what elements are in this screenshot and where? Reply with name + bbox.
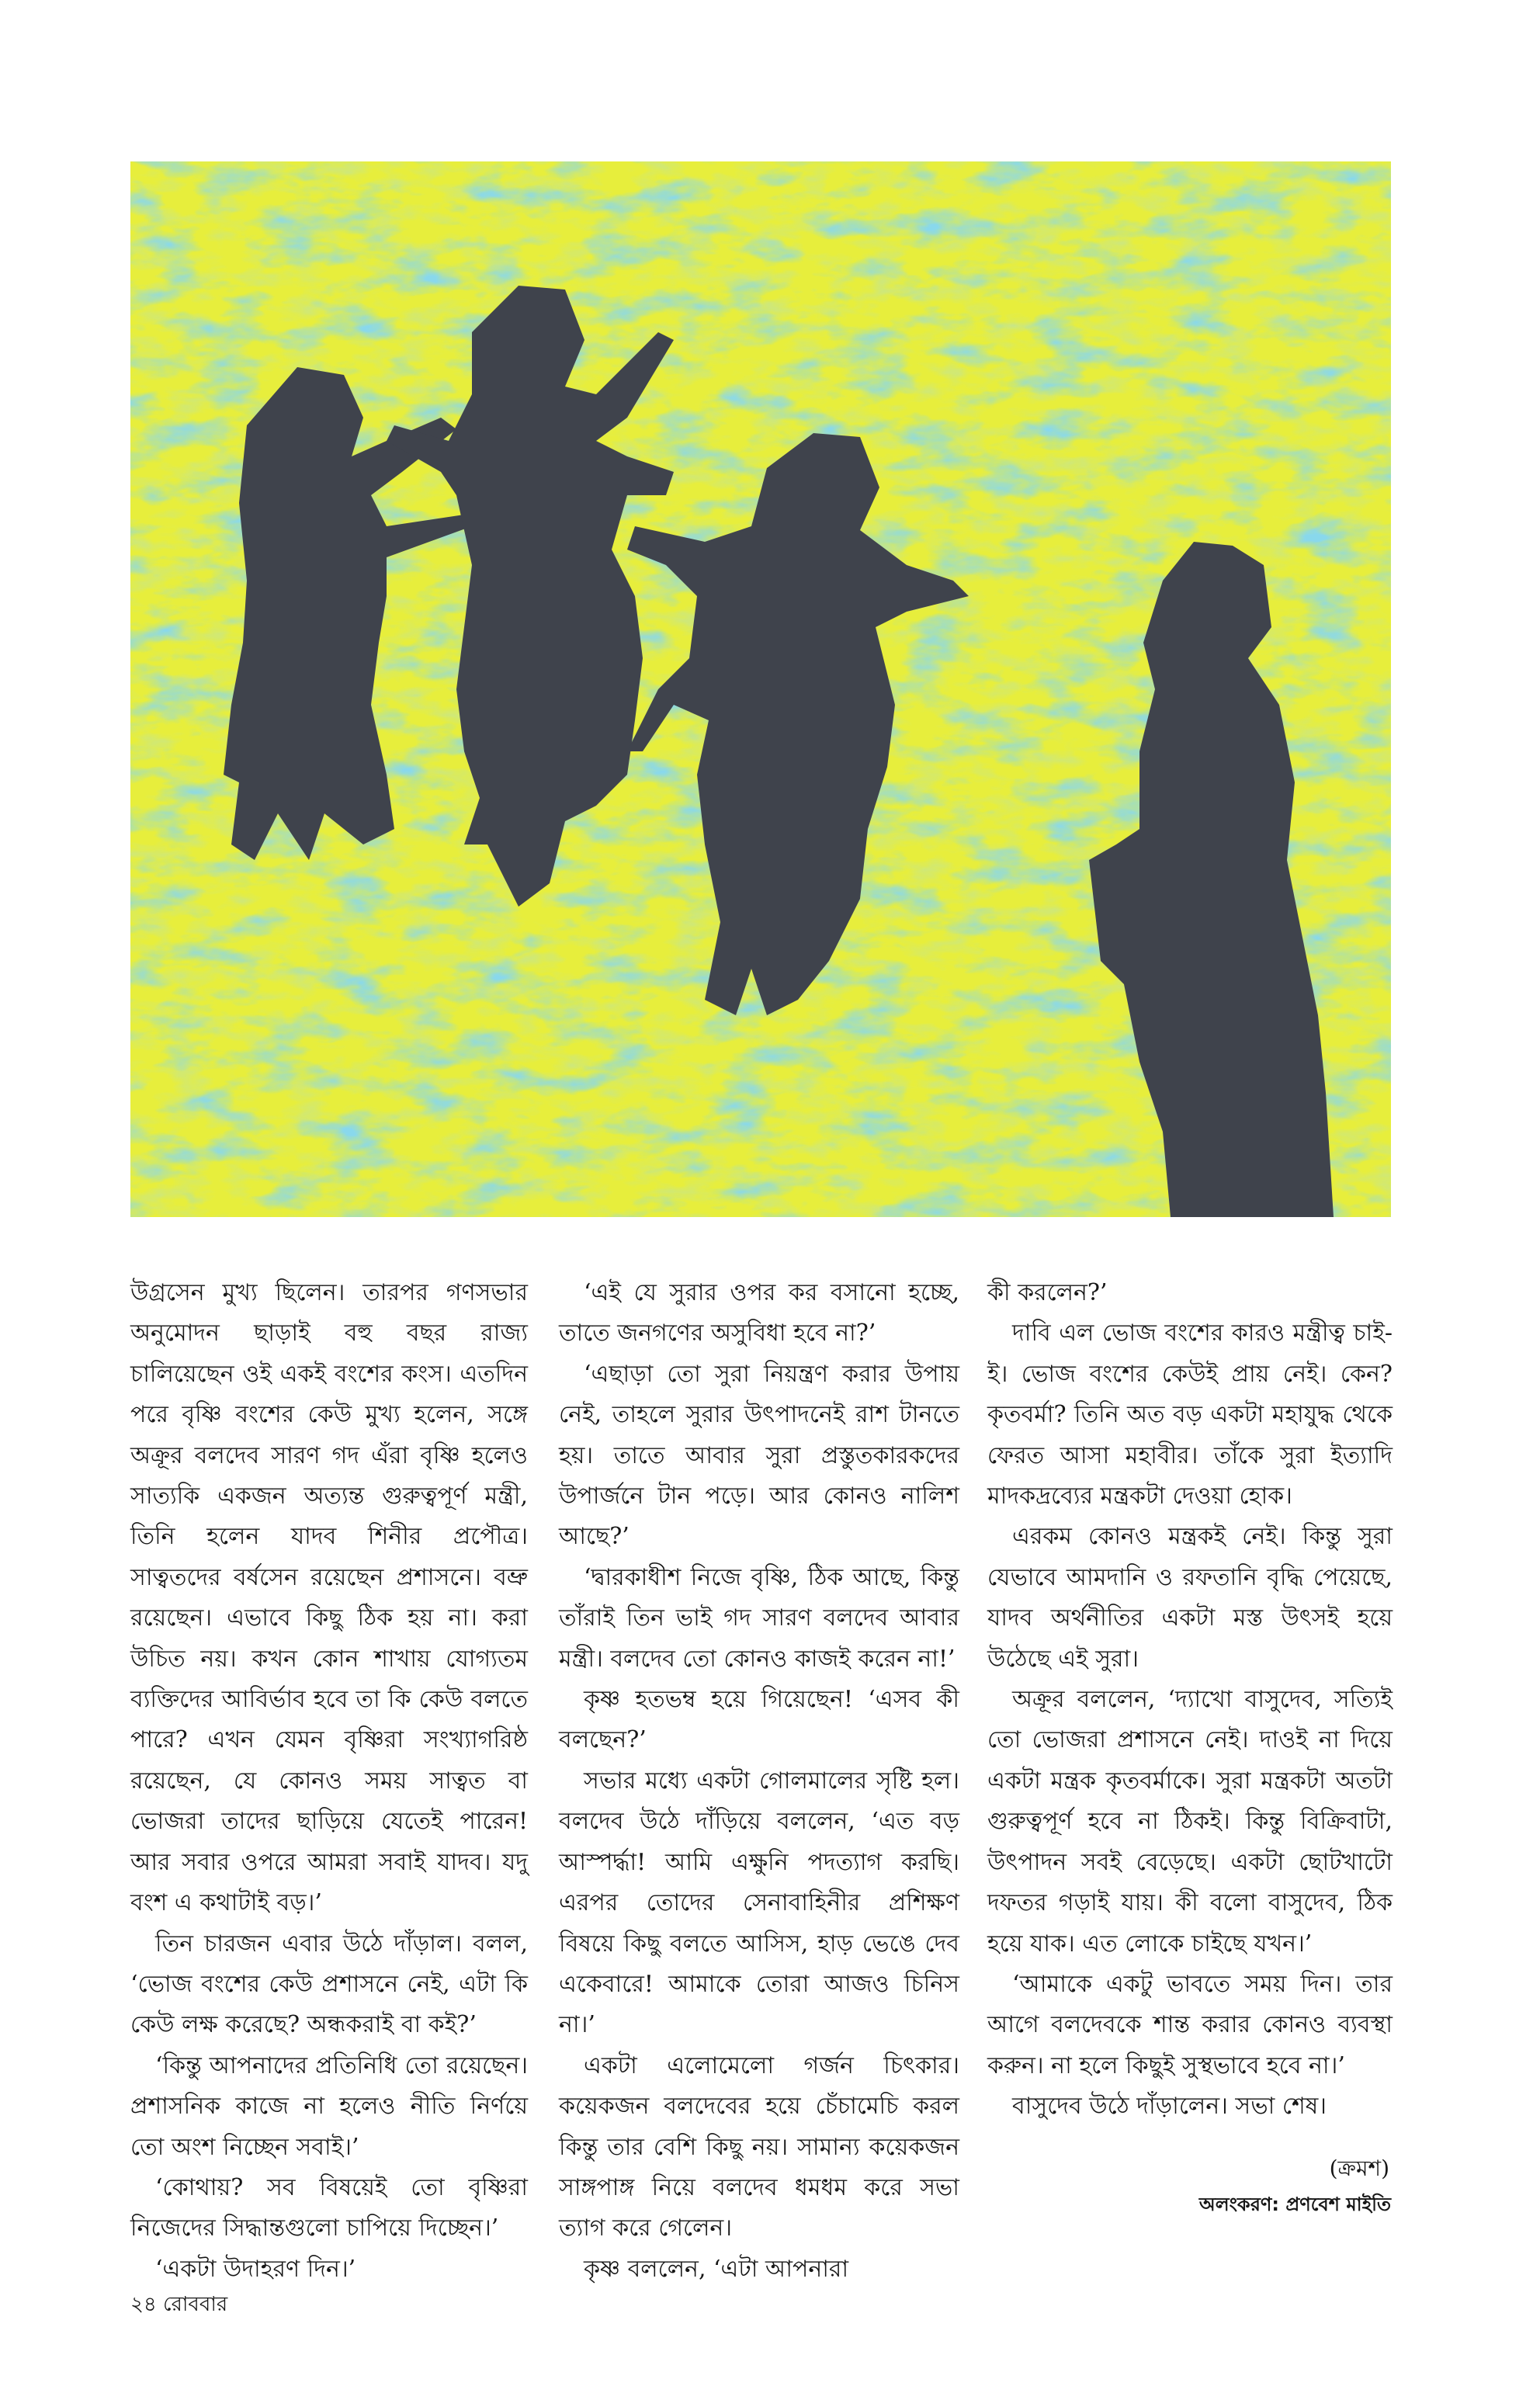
paragraph: ‘একটা উদাহরণ দিন।’ (155, 2255, 356, 2283)
paragraph: অক্রূর বললেন, ‘দ্যাখো বাসুদেব, সত্যিই তো ভোজরা প্রশাসনে নেই। দাওই না দিয়ে একটা মন্ত্রক কৃতবর্মাকে। সুরা মন্ত্রকটা অতটা গুরুত্বপূর্ণ হবে না ঠিকই। কিন্তু বিক্রিবাটা, উৎপাদন সবই বেড়েছে। একটা ছোটখাটো দফতর গড়াই যায়। কী বলো বাসুদেব, ঠিক হয়ে যাক। এত লোকে চাইছে যখন।’ (987, 1686, 1393, 1958)
paragraph: বাসুদেব উঠে দাঁড়ালেন। সভা শেষ। (1012, 2093, 1327, 2121)
paragraph: কৃষ্ণ বললেন, ‘এটা আপনারা (584, 2255, 849, 2283)
paragraph: ‘এই যে সুরার ওপর কর বসানো হচ্ছে, তাতে জনগণের অসুবিধা হবে না?’ (559, 1279, 959, 1347)
text-column-1 (130, 1273, 528, 2290)
text-column-3 (987, 1273, 1393, 2128)
paragraph: কী করলেন?’ (987, 1279, 1108, 1306)
paragraph: ‘কোথায়? সব বিষয়েই তো বৃষ্ণিরা নিজেদের সিদ্ধান্তগুলো চাপিয়ে দিচ্ছেন।’ (130, 2173, 528, 2242)
paragraph: উগ্রসেন মুখ্য ছিলেন। তারপর গণসভার অনুমোদন ছাড়াই বহু বছর রাজ্য চালিয়েছেন ওই একই বংশের কংস। এতদিন পরে বৃষ্ণি বংশের কেউ মুখ্য হলেন, সঙ্গে অক্রূর বলদেব সারণ গদ এঁরা বৃষ্ণি হলেও সাত্যকি একজন অত্যন্ত গুরুত্বপূর্ণ মন্ত্রী, তিনি হলেন যাদব শিনীর প্রপৌত্র। সাত্বতদের বর্ষসেন রয়েছেন প্রশাসনে। বভ্রু রয়েছেন। এভাবে কিছু ঠিক হয় না। করা উচিত নয়। কখন কোন শাখায় যোগ্যতম ব্যক্তিদের আবির্ভাব হবে তা কি কেউ বলতে পারে? এখন যেমন বৃষ্ণিরা সংখ্যাগরিষ্ঠ রয়েছেন, যে কোনও সময় সাত্বত বা ভোজরা তাদের ছাড়িয়ে যেতেই পারেন! আর সবার ওপরে আমরা সবাই যাদব। যদু বংশ এ কথাটাই বড়।’ (130, 1279, 528, 1917)
paragraph: একটা এলোমেলো গর্জন চিৎকার। কয়েকজন বলদেবের হয়ে চেঁচামেচি করল কিন্তু তার বেশি কিছু নয়। সামান্য কয়েকজন সাঙ্গপাঙ্গ নিয়ে বলদেব ধমধম করে সভা ত্যাগ করে গেলেন। (559, 2051, 959, 2242)
to-be-continued: (ক্রমশ) (1329, 2155, 1389, 2181)
paragraph: ‘আমাকে একটু ভাবতে সময় দিন। তার আগে বলদেবকে শান্ত করার কোনও ব্যবস্থা করুন। না হলে কিছুই সুস্থভাবে হবে না।’ (987, 1970, 1393, 2079)
text-column-2 (559, 1273, 959, 2290)
paragraph: দাবি এল ভোজ বংশের কারও মন্ত্রীত্ব চাই-ই। ভোজ বংশের কেউই প্রায় নেই। কেন? কৃতবর্মা? তিনি অত বড় একটা মহাযুদ্ধ থেকে ফেরত আসা মহাবীর। তাঁকে সুরা ইত্যাদি মাদকদ্রব্যের মন্ত্রকটা দেওয়া হোক। (987, 1320, 1393, 1510)
silhouette-painting (130, 161, 1391, 1217)
paragraph: ‘এছাড়া তো সুরা নিয়ন্ত্রণ করার উপায় নেই, তাহলে সুরার উৎপাদনেই রাশ টানতে হয়। তাতে আবার সুরা প্রস্তুতকারকদের উপার্জনে টান পড়ে। আর কোনও নালিশ আছে?’ (559, 1360, 959, 1551)
paragraph: ‘দ্বারকাধীশ নিজে বৃষ্ণি, ঠিক আছে, কিন্তু তাঁরাই তিন ভাই গদ সারণ বলদেব আবার মন্ত্রী। বলদেব তো কোনও কাজই করেন না!’ (559, 1563, 959, 1673)
paragraph: ‘কিন্তু আপনাদের প্রতিনিধি তো রয়েছেন। প্রশাসনিক কাজে না হলেও নীতি নির্ণয়ে তো অংশ নিচ্ছেন সবাই।’ (130, 2051, 528, 2161)
paragraph: তিন চারজন এবার উঠে দাঁড়াল। বলল, ‘ভোজ বংশের কেউ প্রশাসনে নেই, এটা কি কেউ লক্ষ করেছে? অন্ধকরাই বা কই?’ (130, 1930, 528, 2039)
story-illustration (130, 161, 1391, 1217)
illustration-credit: অলংকরণ: প্রণবেশ মাইতি (1198, 2194, 1391, 2215)
paragraph: এরকম কোনও মন্ত্রকই নেই। কিন্তু সুরা যেভাবে আমদানি ও রফতানি বৃদ্ধি পেয়েছে, যাদব অর্থনীতির একটা মস্ত উৎসই হয়ে উঠেছে এই সুরা। (987, 1523, 1393, 1673)
paragraph: কৃষ্ণ হতভম্ব হয়ে গিয়েছেন! ‘এসব কী বলছেন?’ (559, 1686, 959, 1754)
page-folio: ২৪ রোববার (130, 2293, 228, 2316)
paragraph: সভার মধ্যে একটা গোলমালের সৃষ্টি হল। বলদেব উঠে দাঁড়িয়ে বললেন, ‘এত বড় আস্পর্দ্ধা! আমি এক্ষুনি পদত্যাগ করছি। এরপর তোদের সেনাবাহিনীর প্রশিক্ষণ বিষয়ে কিছু বলতে আসিস, হাড় ভেঙে দেব একেবারে! আমাকে তোরা আজও চিনিস না।’ (559, 1767, 959, 2039)
